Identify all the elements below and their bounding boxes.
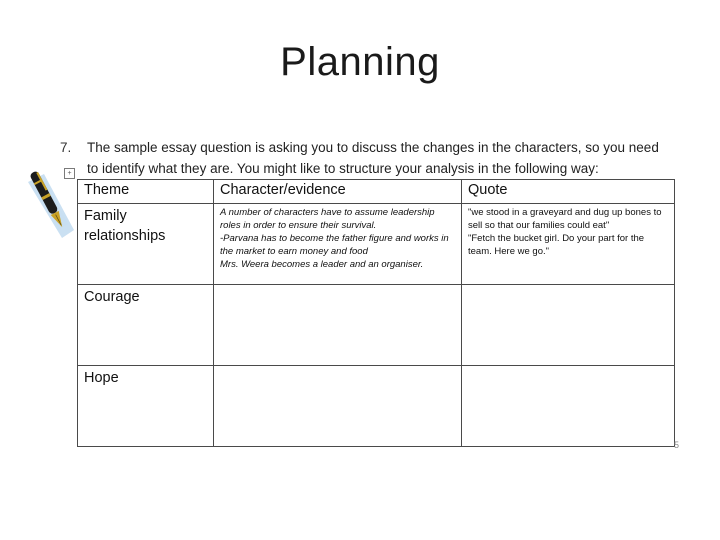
table-row — [78, 285, 675, 366]
instruction — [60, 137, 660, 179]
quote-cell — [462, 285, 675, 366]
evidence-cell — [214, 285, 462, 366]
planning-table — [77, 179, 675, 447]
header-quote: Quote — [462, 180, 675, 204]
fountain-pen-icon — [22, 164, 78, 242]
theme-cell: Family relationships — [78, 204, 214, 285]
instruction-text: The sample essay question is asking you to discuss the changes in the characters, so you need to identify what they are. You might like to structure your analysis in the following way: — [87, 140, 659, 176]
table-header-row — [78, 180, 675, 204]
header-theme: Theme — [78, 180, 214, 204]
slide-title: Planning — [280, 40, 440, 84]
theme-cell: Courage — [78, 285, 214, 366]
table-row — [78, 204, 675, 285]
table-anchor-icon: + — [64, 168, 75, 179]
header-character-evidence: Character/evidence — [214, 180, 462, 204]
evidence-cell — [214, 366, 462, 447]
quote-cell: "we stood in a graveyard and dug up bones to sell so that our families could eat" "Fetch the bucket girl. Do your part for the team. Here we go." — [462, 204, 675, 285]
page-number: 5 — [674, 440, 680, 450]
evidence-cell: A number of characters have to assume leadership roles in order to ensure their survival. -Parvana has to become the father figure and works in the market to earn money and food Mrs. Weera becomes a leader and an organiser. — [214, 204, 462, 285]
theme-cell: Hope — [78, 366, 214, 447]
quote-cell — [462, 366, 675, 447]
table-row — [78, 366, 675, 447]
instruction-number: 7. — [60, 140, 72, 155]
